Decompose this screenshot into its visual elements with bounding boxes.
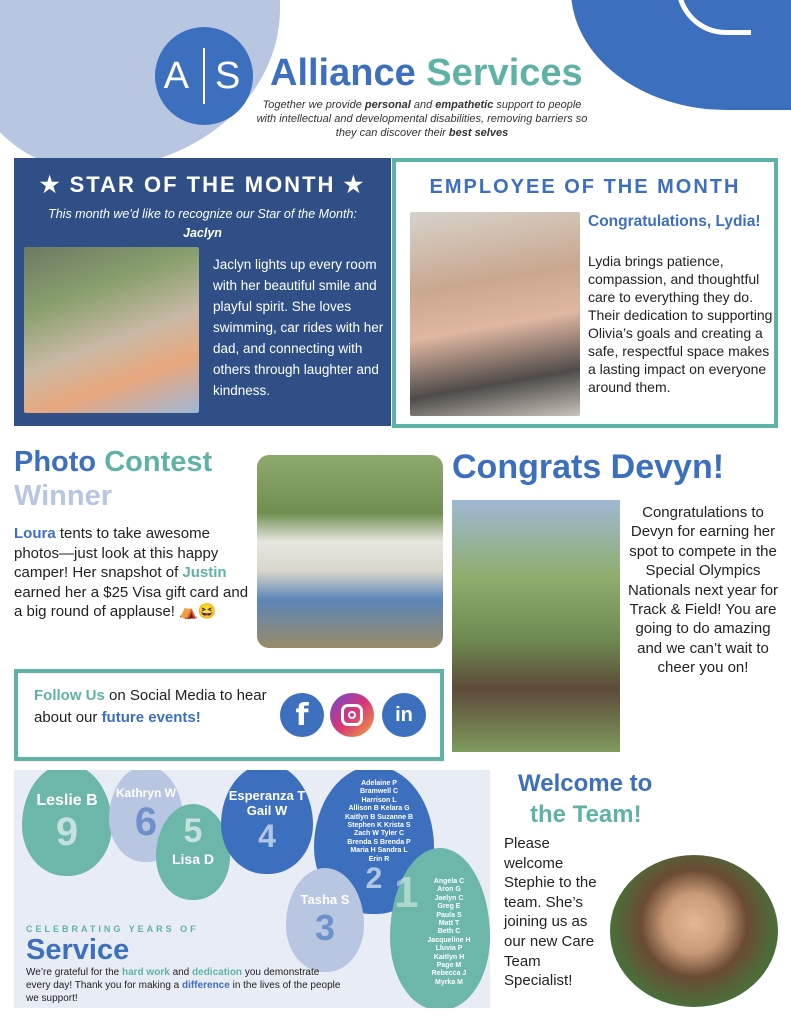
- follow-us-body: on Social Media to hear about our: [34, 687, 267, 726]
- star-icon: ★: [39, 172, 62, 197]
- name-item: Brenda S: [347, 838, 379, 846]
- logo: [155, 27, 253, 125]
- welcome-photo: [610, 855, 778, 1007]
- name-item: Stephen K: [347, 822, 383, 830]
- service-title: Service: [26, 934, 130, 966]
- facebook-icon[interactable]: [280, 693, 324, 737]
- follow-us-text: [34, 685, 274, 729]
- brand-first: Alliance: [270, 52, 416, 94]
- years-of-service-panel: [14, 770, 490, 1008]
- tagline-empathetic: empathetic: [435, 99, 494, 111]
- name-item: Sandra L: [377, 847, 408, 855]
- name-item: Adelaine P: [361, 780, 397, 787]
- service-text: in the lives of the people we support!: [26, 980, 341, 1004]
- balloon-9: [22, 770, 112, 876]
- balloon-name: Leslie B: [36, 792, 98, 809]
- photo-contest-title-photo: Photo: [14, 446, 97, 478]
- welcome-title-team: the Team!: [530, 801, 642, 828]
- brand-name: [270, 52, 583, 95]
- photo-contest-photo: [257, 455, 443, 648]
- name-item: Angela C: [433, 878, 465, 885]
- service-tag: CELEBRATING YEARS OF: [26, 924, 199, 934]
- star-title: [14, 172, 391, 198]
- name-item: Suzanne B: [377, 813, 414, 821]
- logo-letter-s: S: [215, 54, 245, 97]
- winner-name: Loura: [14, 525, 56, 542]
- name-item: Myrka M: [434, 978, 463, 986]
- balloon-name: Tasha S: [300, 892, 350, 907]
- subject-name: Justin: [182, 564, 227, 581]
- star-intro: This month we'd like to recognize our Star of the Month:: [48, 207, 357, 221]
- name-item: Lluvia P: [435, 945, 463, 953]
- balloon-number: 4: [258, 818, 276, 854]
- name-item: Bramwell C: [359, 788, 399, 796]
- balloon-3: [286, 868, 364, 972]
- name-item: Zach W: [353, 830, 379, 838]
- balloon-name: Lisa D: [171, 851, 214, 867]
- hard-work-label: hard work: [121, 967, 170, 978]
- tagline: [252, 98, 592, 140]
- star-of-the-month-panel: [14, 158, 391, 426]
- name-item: Maria H: [350, 847, 376, 855]
- photo-contest-description: [14, 524, 254, 622]
- facebook-glyph: f: [295, 697, 309, 733]
- tagline-best-selves: best selves: [448, 127, 509, 139]
- difference-label: difference: [182, 980, 230, 991]
- dedication-label: dedication: [192, 967, 243, 978]
- name-item: Harrison L: [361, 796, 397, 804]
- future-events-label: future events!: [101, 709, 201, 726]
- star-title-text: STAR OF THE MONTH: [69, 172, 336, 197]
- star-icon: ★: [343, 172, 366, 197]
- welcome-description: Please welcome Stephie to the team. She’s joining us as our new Care Team Specialist!: [504, 835, 597, 990]
- name-item: Allison B: [348, 805, 379, 813]
- employee-congrats: Congratulations, Lydia!: [588, 213, 761, 230]
- balloon-4: [221, 770, 313, 874]
- logo-divider: [203, 48, 205, 104]
- balloon-number: 3: [314, 907, 336, 948]
- employee-photo: [410, 212, 580, 416]
- photo-contest-text: tents to take awesome photos—just look at this happy camper! Her snapshot of: [14, 525, 219, 581]
- photo-contest-text: earned her a $25 Visa gift card and a big round of applause!: [14, 583, 249, 620]
- star-name: Jaclyn: [183, 226, 222, 240]
- brand-second: Services: [426, 52, 583, 94]
- tagline-part: support to people with intellectual and developmental disabilities, removing barriers so they can discover their: [256, 99, 588, 139]
- name-item: Greg E: [437, 903, 461, 911]
- service-text: We’re grateful for the: [26, 967, 120, 978]
- name-item: Kaitlyn H: [433, 953, 465, 961]
- balloon-name: Gail W: [246, 803, 288, 818]
- name-item: Erin R: [368, 855, 390, 863]
- devyn-title: Congrats Devyn!: [452, 448, 725, 486]
- photo-contest-title: [14, 446, 212, 479]
- employee-of-the-month-panel: [392, 158, 778, 428]
- balloon-number: 9: [55, 810, 79, 854]
- name-item: Matt T: [438, 920, 460, 928]
- logo-letter-a: A: [163, 54, 193, 97]
- balloon-1: [390, 848, 490, 1008]
- tagline-personal: personal: [364, 99, 411, 111]
- camera-glyph: [341, 704, 363, 726]
- follow-us-label: Follow Us: [34, 687, 105, 704]
- decorative-blob-right: [571, 0, 791, 110]
- tagline-part: Together we provide: [262, 99, 362, 111]
- name-item: Rebecca J: [431, 970, 467, 978]
- instagram-icon[interactable]: [330, 693, 374, 737]
- linkedin-icon[interactable]: [382, 693, 426, 737]
- star-photo: [24, 247, 199, 413]
- name-item: Page M: [436, 962, 462, 970]
- devyn-description: Congratulations to Devyn for earning her spot to compete in the Special Olympics Nationals next year for Track & Field! You are going to do amazing and we can’t wait to cheer you on!: [627, 504, 779, 677]
- welcome-title: Welcome to: [518, 770, 653, 797]
- photo-contest-winner: Winner: [14, 480, 113, 512]
- linkedin-glyph: in: [395, 703, 413, 726]
- follow-us-box: [14, 669, 444, 761]
- photo-contest-title-contest: Contest: [104, 446, 213, 478]
- name-item: Aron G: [437, 886, 461, 894]
- name-item: Brenda P: [379, 838, 411, 846]
- devyn-photo: [452, 500, 620, 752]
- balloon-number: 6: [134, 800, 158, 844]
- name-item: Jacqueline H: [427, 936, 471, 944]
- balloon-number: 1: [394, 868, 419, 917]
- name-item: Kaitlyn B: [344, 813, 376, 821]
- balloon-name: Esperanza T: [228, 788, 306, 803]
- name-item: Krista S: [384, 822, 411, 830]
- name-item: Kelara G: [380, 805, 410, 813]
- service-description: [26, 966, 346, 1005]
- service-text: you demonstrate every day! Thank you for making a: [26, 967, 320, 991]
- balloon-number: 2: [365, 862, 383, 896]
- name-item: Jaelyn C: [434, 894, 464, 902]
- name-item: Tyler C: [380, 830, 405, 838]
- tent-laugh-emoji-icon: ⛺😆: [179, 603, 217, 620]
- name-item: Beth C: [437, 928, 461, 936]
- balloon-number: 5: [183, 812, 203, 850]
- name-item: Paula S: [436, 911, 462, 919]
- balloon-name: Kathryn W: [116, 786, 176, 800]
- balloon-5: [156, 804, 230, 900]
- tagline-part: and: [413, 99, 433, 111]
- employee-description: Lydia brings patience, compassion, and thoughtful care to everything they do. Their dedication to supporting Olivia’s goals and creating a safe, respectful space makes a lasting impact on everyone around them.: [588, 253, 773, 395]
- service-text: and: [172, 967, 190, 978]
- star-description: Jaclyn lights up every room with her beautiful smile and playful spirit. She loves swimming, car rides with her dad, and connecting with others through laughter and kindness.: [213, 257, 384, 398]
- employee-title: EMPLOYEE OF THE MONTH: [429, 176, 741, 198]
